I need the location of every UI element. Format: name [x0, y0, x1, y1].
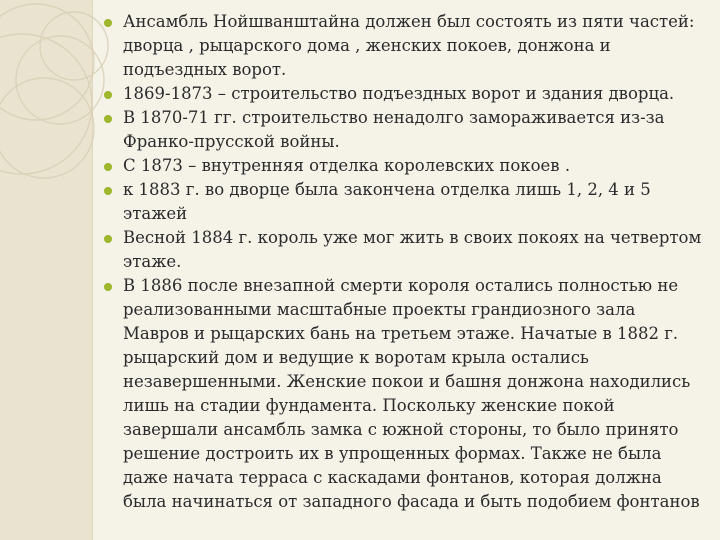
- sidebar-edge-line: [92, 0, 93, 540]
- bullet-text: Весной 1884 г. король уже мог жить в своих покоях на четвертом этаже.: [123, 228, 702, 271]
- bullet-text: В 1886 после внезапной смерти короля остались полностью не реализованными масштабные проекты грандиозного зала Мавров и рыцарских бань на третьем этаже. Начатые в 1882 г. рыцарский дом и ведущие к воротам крыла остались незавершенными. Женские покои и башня донжона находились лишь на стадии фундамента. Поскольку женские покой завершали ансамбль замка с южной стороны, то было принято решение достроить их в упрощенных формах. Также не была даже начата терраса с каскадами фонтанов, которая должна была начинаться от западного фасада и быть подобием фонтанов: [123, 276, 700, 511]
- bullet-dot-icon: [104, 19, 112, 27]
- bullet-item: [103, 10, 703, 82]
- bullet-item: [103, 178, 703, 226]
- bullet-dot-icon: [104, 187, 112, 195]
- bullet-dot-icon: [104, 91, 112, 99]
- bullet-item: [103, 106, 703, 154]
- bullet-dot-icon: [104, 283, 112, 291]
- bullet-list: [103, 10, 703, 514]
- bullet-text: к 1883 г. во дворце была закончена отделка лишь 1, 2, 4 и 5 этажей: [123, 180, 651, 223]
- bullet-dot-icon: [104, 115, 112, 123]
- bullet-text: Ансамбль Нойшванштайна должен был состоять из пяти частей: дворца , рыцарского дома , женских покоев, донжона и подъездных ворот.: [123, 12, 695, 79]
- bullet-text: 1869-1873 – строительство подъездных ворот и здания дворца.: [123, 84, 675, 103]
- bullet-text: С 1873 – внутренняя отделка королевских покоев .: [123, 156, 571, 175]
- bullet-dot-icon: [104, 235, 112, 243]
- bullet-item: [103, 274, 703, 514]
- bullet-item: [103, 154, 703, 178]
- left-sidebar-panel: [0, 0, 92, 540]
- bullet-dot-icon: [104, 163, 112, 171]
- bullet-item: [103, 82, 703, 106]
- bullet-text: В 1870-71 гг. строительство ненадолго замораживается из-за Франко-прусской войны.: [123, 108, 665, 151]
- bullet-item: [103, 226, 703, 274]
